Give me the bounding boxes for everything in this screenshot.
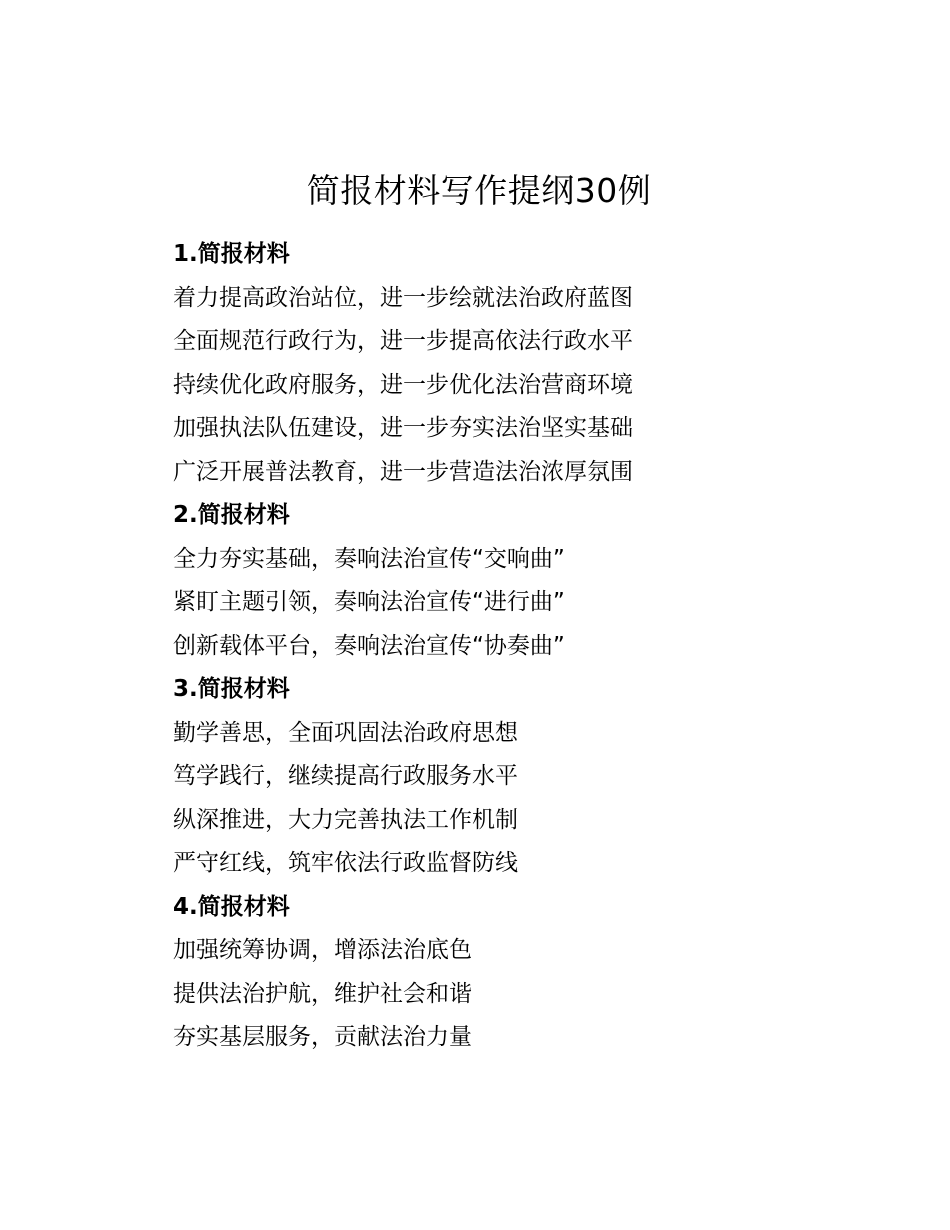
outline-item: 全力夯实基础，奏响法治宣传“交响曲” [173,545,565,572]
outline-item: 加强执法队伍建设，进一步夯实法治坚实基础 [173,415,633,441]
outline-item: 创新载体平台，奏响法治宣传“协奏曲” [173,632,565,659]
section-1 [173,233,813,494]
section-heading: 2.简报材料 [173,502,290,528]
outline-item: 严守红线，筑牢依法行政监督防线 [173,850,518,876]
section-heading: 3.简报材料 [173,676,290,702]
outline-item: 笃学践行，继续提高行政服务水平 [173,763,518,789]
section-heading: 4.简报材料 [173,893,290,920]
outline-item: 着力提高政治站位，进一步绘就法治政府蓝图 [173,284,633,311]
outline-item: 全面规范行政行为，进一步提高依法行政水平 [173,328,633,354]
outline-item: 提供法治护航，维护社会和谐 [173,980,472,1007]
document-body [173,233,813,1060]
outline-item: 加强统筹协调，增添法治底色 [173,937,472,963]
outline-item: 持续优化政府服务，进一步优化法治营商环境 [173,371,633,398]
outline-item: 夯实基层服务，贡献法治力量 [173,1024,472,1050]
outline-item: 纵深推进，大力完善执法工作机制 [173,806,518,833]
section-3 [173,668,813,886]
section-heading: 1.简报材料 [173,241,290,267]
outline-item: 广泛开展普法教育，进一步营造法治浓厚氛围 [173,458,633,485]
document-title: 简报材料写作提纲30例 [306,171,652,210]
outline-item: 勤学善思，全面巩固法治政府思想 [173,719,518,746]
section-2 [173,494,813,668]
section-4 [173,886,813,1060]
outline-item: 紧盯主题引领，奏响法治宣传“进行曲” [173,589,565,615]
